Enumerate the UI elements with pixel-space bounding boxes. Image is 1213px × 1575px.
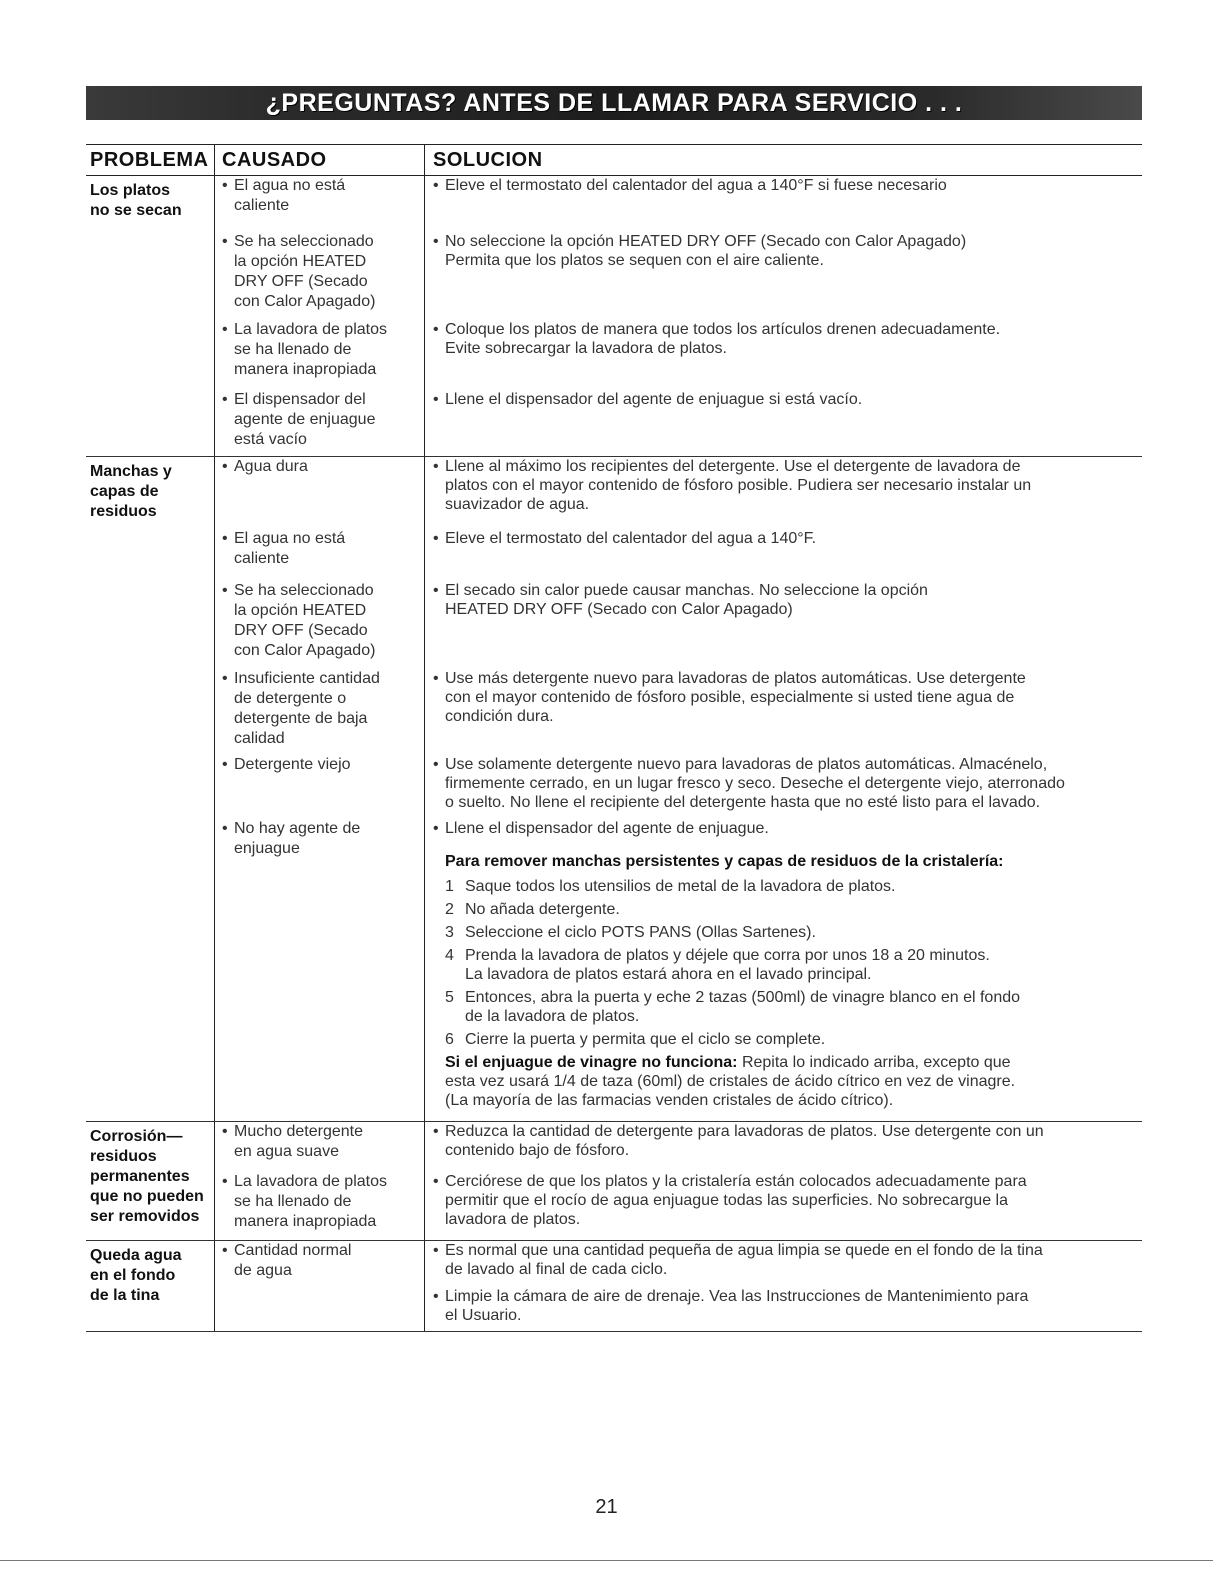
table-row [214,819,1142,1121]
cause-cell: • La lavadora de platos se ha llenado de manera inapropiada [214,320,424,390]
problem-label: Los platos no se secan [90,182,182,219]
cause-cell: • Cantidad normal de agua [214,1241,424,1287]
table-header [86,144,1142,176]
solution-cell: • Reduzca la cantidad de detergente para lavadoras de platos. Use detergente con un contenido bajo de fósforo. [424,1122,1142,1172]
cause-cell [214,1287,424,1331]
table-row [214,457,1142,529]
solution-cell: • Use solamente detergente nuevo para lavadoras de platos automáticas. Almacénelo, firmemente cerrado, en un lugar fresco y seco. Deseche el detergente viejo, aterronado o suelto. No llene el recipiente del detergente hasta que no esté listo para el lavado. [424,755,1142,819]
table-row [214,669,1142,755]
header-problema: PROBLEMA [90,148,209,171]
header-causado: CAUSADO [214,145,424,175]
cause-cell: • Insuficiente cantidad de detergente o detergente de baja calidad [214,669,424,755]
procedure-step: 5 Entonces, abra la puerta y eche 2 tazas (500ml) de vinagre blanco en el fondo de la lavadora de platos. [445,989,1021,1025]
problem-label: Queda agua en el fondo de la tina [90,1247,182,1304]
rows [214,457,1142,1121]
troubleshooting-table [86,144,1142,1332]
procedure-step: 4 Prenda la lavadora de platos y déjele que corra por unos 18 a 20 minutos. La lavadora de platos estará ahora en el lavado principal. [445,947,990,983]
header-solucion: SOLUCION [424,145,1142,175]
table-row [214,320,1142,390]
cause-cell: • El dispensador del agente de enjuague está vacío [214,390,424,456]
vinegar-note: Si el enjuague de vinagre no funciona: Repita lo indicado arriba, excepto que esta vez usará 1/4 de taza (60ml) de cristales de ácido cítrico en vez de vinagre. (La mayoría de las farmacias venden cristales de ácido cítrico). [445,1054,1016,1109]
cause-cell: • Detergente viejo [214,755,424,819]
problem-label: Corrosión— residuos permanentes que no pueden ser removidos [90,1128,204,1225]
section-queda-agua [86,1241,1142,1332]
banner-title: ¿PREGUNTAS? ANTES DE LLAMAR PARA SERVICIO . . . [265,88,963,117]
table-row [214,232,1142,320]
solution-cell: • No seleccione la opción HEATED DRY OFF (Secado con Calor Apagado) Permita que los platos se sequen con el aire caliente. [424,232,1142,320]
rows [214,1241,1142,1331]
table-row [214,390,1142,456]
table-row [214,1172,1142,1240]
cause-cell: • Se ha seleccionado la opción HEATED DRY OFF (Secado con Calor Apagado) [214,581,424,669]
cause-cell: • No hay agente de enjuague [214,819,424,1121]
rows [214,176,1142,456]
problem-label: Manchas y capas de residuos [90,463,172,520]
solution-cell: • Llene al máximo los recipientes del detergente. Use el detergente de lavadora de platos con el mayor contenido de fósforo posible. Pudiera ser necesario instalar un suavizador de agua. [424,457,1142,529]
procedure-step: 1 Saque todos los utensilios de metal de la lavadora de platos. [445,878,896,895]
page-bottom-edge [0,1560,1213,1561]
section-platos-no-secan [86,176,1142,457]
cause-cell: • Se ha seleccionado la opción HEATED DRY OFF (Secado con Calor Apagado) [214,232,424,320]
solution-cell: • Coloque los platos de manera que todos los artículos drenen adecuadamente. Evite sobrecargar la lavadora de platos. [424,320,1142,390]
cause-cell: • Agua dura [214,457,424,529]
table-row [214,1122,1142,1172]
table-row [214,755,1142,819]
table-row [214,1287,1142,1331]
page-banner [86,86,1142,120]
solution-cell: • Cerciórese de que los platos y la cristalería están colocados adecuadamente para permitir que el rocío de agua enjuague todas las superficies. No sobrecargue la lavadora de platos. [424,1172,1142,1240]
solution-cell: • Eleve el termostato del calentador del agua a 140°F. [424,529,1142,581]
procedure-heading: Para remover manchas persistentes y capas de residuos de la cristalería: [445,853,1004,870]
cause-cell: • El agua no está caliente [214,176,424,232]
solution-cell: • El secado sin calor puede causar manchas. No seleccione la opción HEATED DRY OFF (Secado con Calor Apagado) [424,581,1142,669]
solution-cell: • Use más detergente nuevo para lavadoras de platos automáticas. Use detergente con el mayor contenido de fósforo posible, especialmente si usted tiene agua de condición dura. [424,669,1142,755]
section-manchas [86,457,1142,1122]
solution-cell: • Llene el dispensador del agente de enjuague. Para remover manchas persistentes y capas de residuos de la cristalería: 1 Saque todos los utensilios de metal de la lavadora de platos. 2 No añada detergente. 3 Seleccione el ciclo POTS PANS (Ollas Sartenes). 4 Prenda la lavadora de platos y déjele que corra por unos 18 a 20 minutos. La lavadora de platos estará ahora en el lavado principal. 5 Entonces, abra la puerta y eche 2 tazas (500ml) de vinagre blanco en el fondo de la lavadora de platos. 6 Cierre la puerta y permita que el ciclo se complete. Si el enjuague de vinagre no funciona: Repita lo indicado arriba, excepto que esta vez usará 1/4 de taza (60ml) de cristales de ácido cítrico en vez de vinagre. (La mayoría de las farmacias venden cristales de ácido cítrico). [424,819,1142,1121]
procedure-step: 6 Cierre la puerta y permita que el ciclo se complete. [445,1031,826,1048]
table-row [214,581,1142,669]
cause-cell: • El agua no está caliente [214,529,424,581]
solution-cell: • Es normal que una cantidad pequeña de agua limpia se quede en el fondo de la tina de lavado al final de cada ciclo. [424,1241,1142,1287]
solution-cell: • Eleve el termostato del calentador del agua a 140°F si fuese necesario [424,176,1142,232]
section-corrosion [86,1122,1142,1241]
table-row [214,176,1142,232]
table-row [214,529,1142,581]
rows [214,1122,1142,1240]
page-number: 21 [595,1496,618,1518]
solution-cell: • Limpie la cámara de aire de drenaje. Vea las Instrucciones de Mantenimiento para el Usuario. [424,1287,1142,1331]
procedure-step: 2 No añada detergente. [445,901,620,918]
solution-cell: • Llene el dispensador del agente de enjuague si está vacío. [424,390,1142,456]
cause-cell: • La lavadora de platos se ha llenado de manera inapropiada [214,1172,424,1240]
table-row [214,1241,1142,1287]
cause-cell: • Mucho detergente en agua suave [214,1122,424,1172]
procedure-step: 3 Seleccione el ciclo POTS PANS (Ollas Sartenes). [445,924,816,941]
